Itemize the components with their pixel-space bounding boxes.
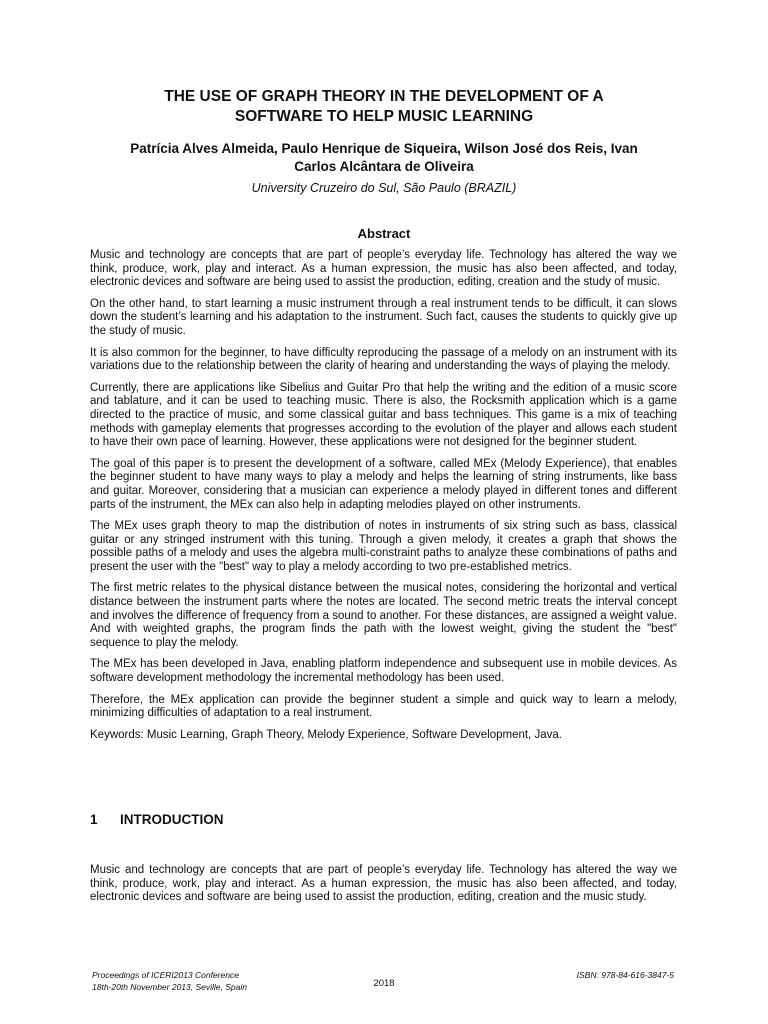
footer-isbn: ISBN: 978-84-616-3847-5 [576, 970, 674, 980]
paper-title [90, 87, 678, 127]
abstract-paragraph: It is also common for the beginner, to have difficulty reproducing the passage of a melody on an instrument with its variations due to the relationship between the clarity of hearing and understanding the ways of playing the melody. [90, 346, 677, 373]
introduction-paragraph: Music and technology are concepts that are part of people’s everyday life. Technology has altered the way we think, produce, work, play and interact. As a human expression, the music has also been affected, and today, electronic devices and software are being used to assist the production, editing, creation and the music study. [90, 864, 677, 904]
author-affiliation: University Cruzeiro do Sul, São Paulo (BRAZIL) [251, 181, 517, 195]
abstract-paragraph: The MEx has been developed in Java, enabling platform independence and subsequent use in mobile devices. As software development methodology the incremental methodology has been used. [90, 658, 677, 685]
section-number: 1 [90, 812, 98, 827]
abstract-paragraph: The first metric relates to the physical distance between the musical notes, considering the horizontal and vertical distance between the instrument parts where the notes are located. The second metric treats the interval concept and involves the difference of frequency from a sound to another. For these distances, are assigned a weight value. And with weighted graphs, the program finds the path with the lowest weight, giving the student the "best" sequence to play the melody. [90, 582, 677, 649]
abstract-paragraph: The goal of this paper is to present the development of a software, called MEx (Melody Experience), that enables the beginner student to have many ways to play a melody and helps the learning of string instruments, like bass and guitar. Moreover, considering that a musician can experience a melody played in different tones and different parts of the instrument, the MEx can also help in adapting melodies played on other instruments. [90, 457, 677, 511]
keywords-line: Keywords: Music Learning, Graph Theory, Melody Experience, Software Development, Java. [90, 728, 562, 741]
abstract-paragraph: Music and technology are concepts that are part of people’s everyday life. Technology has altered the way we think, produce, work, play and interact. As a human expression, the music has also been affected, and today, electronic devices and software are being used to assist the production, editing, creation and the study of music. [90, 249, 677, 289]
introduction-body [90, 864, 677, 913]
title-line-2: SOFTWARE TO HELP MUSIC LEARNING [234, 108, 534, 125]
section-title: INTRODUCTION [120, 812, 224, 827]
abstract-body [90, 249, 677, 750]
title-line-1: THE USE OF GRAPH THEORY IN THE DEVELOPMENT OF A [164, 88, 604, 105]
abstract-paragraph: Therefore, the MEx application can provide the beginner student a simple and quick way to learn a melody, minimizing difficulties of adaptation to a real instrument. [90, 693, 677, 720]
footer-conference [92, 969, 247, 993]
abstract-paragraph: Currently, there are applications like Sibelius and Guitar Pro that help the writing and the edition of a music score and tablature, and it can be used to teaching music. There is also, the Rocksmith application which is a game directed to the practice of music, and some classical guitar and bass techniques. This game is a mix of teaching methods with gameplay elements that progresses according to the evolution of the player and allows each student to have their own pace of learning. However, these applications were not designed for the beginner student. [90, 381, 677, 449]
section-heading-introduction [90, 812, 677, 828]
page-number: 2018 [373, 978, 395, 989]
footer-conference-line-1: Proceedings of ICERI2013 Conference [92, 970, 239, 980]
footer-conference-line-2: 18th-20th November 2013, Seville, Spain [92, 982, 247, 992]
abstract-paragraph: The MEx uses graph theory to map the distribution of notes in instruments of six string such as bass, classical guitar or any stringed instrument with this tuning. Through a given melody, it creates a graph that shows the possible paths of a melody and uses the algebra multi-constraint paths to analyze these combinations of paths and present the user with the "best" way to play a melody according to two pre-established metrics. [90, 520, 677, 573]
paper-authors [88, 140, 680, 176]
authors-line-2: Carlos Alcântara de Oliveira [294, 159, 474, 174]
authors-line-1: Patrícia Alves Almeida, Paulo Henrique de Siqueira, Wilson José dos Reis, Ivan [130, 141, 638, 156]
abstract-paragraph: On the other hand, to start learning a music instrument through a real instrument tends to be difficult, it can slows down the student’s learning and his adaptation to the instrument. Such fact, causes the students to quickly give up the study of music. [90, 297, 677, 337]
abstract-heading: Abstract [357, 226, 411, 241]
